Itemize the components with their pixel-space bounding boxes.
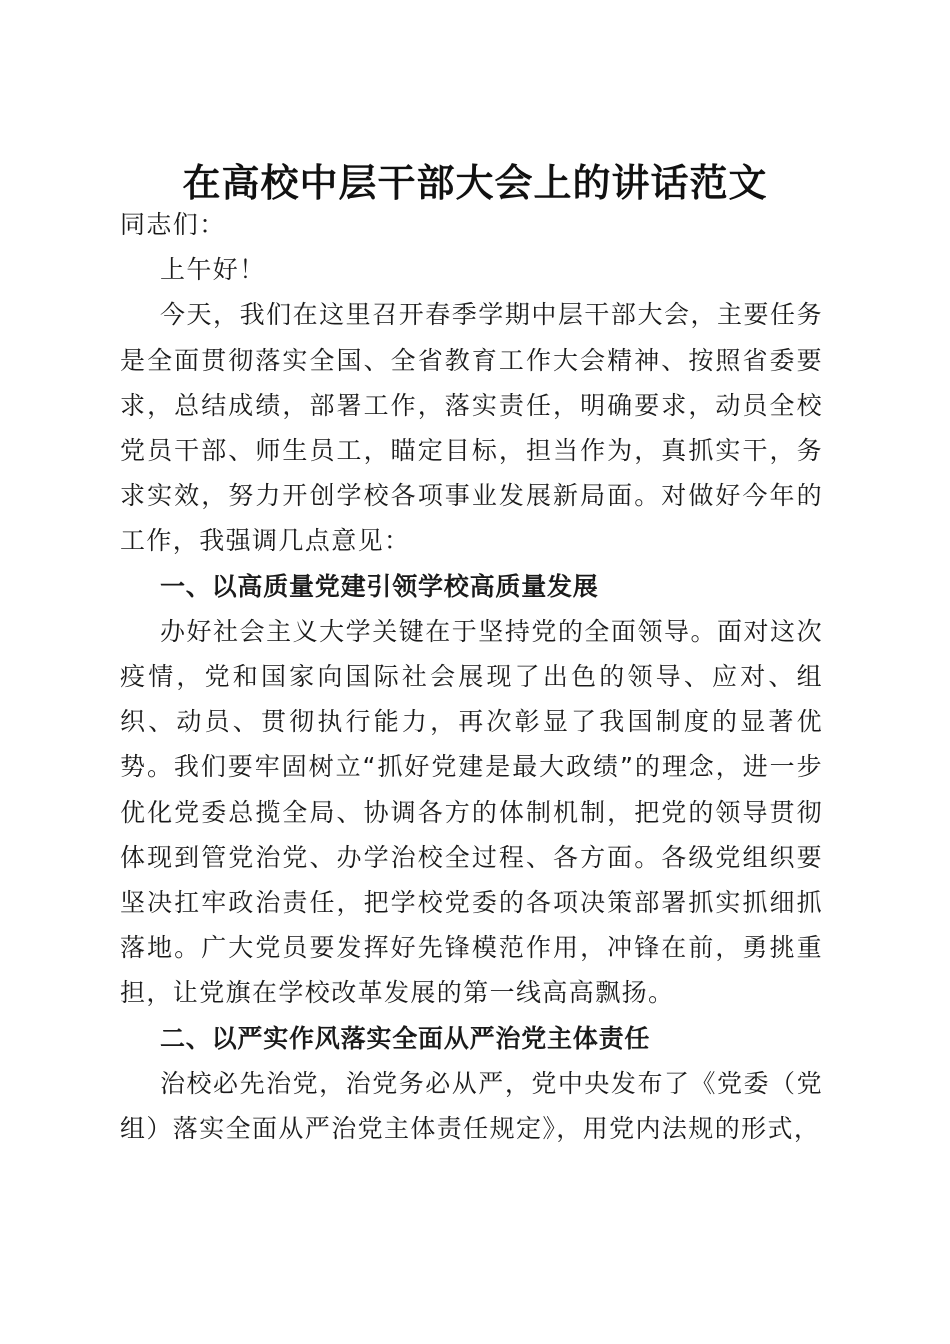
section-paragraph-1: 办好社会主义大学关键在于坚持党的全面领导。面对这次疫情，党和国家向国际社会展现了出色的领导、应对、组织、动员、贯彻执行能力，再次彰显了我国制度的显著优势。我们要牢固树立“抓好党建是最大政绩”的理念，进一步优化党委总揽全局、协调各方的体制机制，把党的领导贯彻体现到管党治党、办学治校全过程、各方面。各级党组织要坚决扛牢政治责任，把学校党委的各项决策部署抓实抓细抓落地。广大党员要发挥好先锋模范作用，冲锋在前，勇挑重担，让党旗在学校改革发展的第一线高高飘扬。 [120, 616, 823, 1008]
section-heading-1: 一、以高质量党建引领学校高质量发展 [160, 571, 599, 601]
section-paragraph-2: 治校必先治党，治党务必从严，党中央发布了《党委（党组）落实全面从严治党主体责任规定》，用党内法规的形式， [120, 1068, 823, 1144]
greeting: 上午好！ [160, 255, 266, 285]
salutation: 同志们： [120, 210, 226, 239]
document-body [120, 202, 823, 1151]
document-title: 在高校中层干部大会上的讲话范文 [182, 160, 768, 206]
intro-paragraph: 今天，我们在这里召开春季学期中层干部大会，主要任务是全面贯彻落实全国、全省教育工作大会精神、按照省委要求，总结成绩，部署工作，落实责任，明确要求，动员全校党员干部、师生员工，瞄定目标，担当作为，真抓实干，务求实效，努力开创学校各项事业发展新局面。对做好今年的工作，我强调几点意见： [120, 300, 823, 556]
section-heading-2: 二、以严实作风落实全面从严治党主体责任 [160, 1023, 651, 1053]
